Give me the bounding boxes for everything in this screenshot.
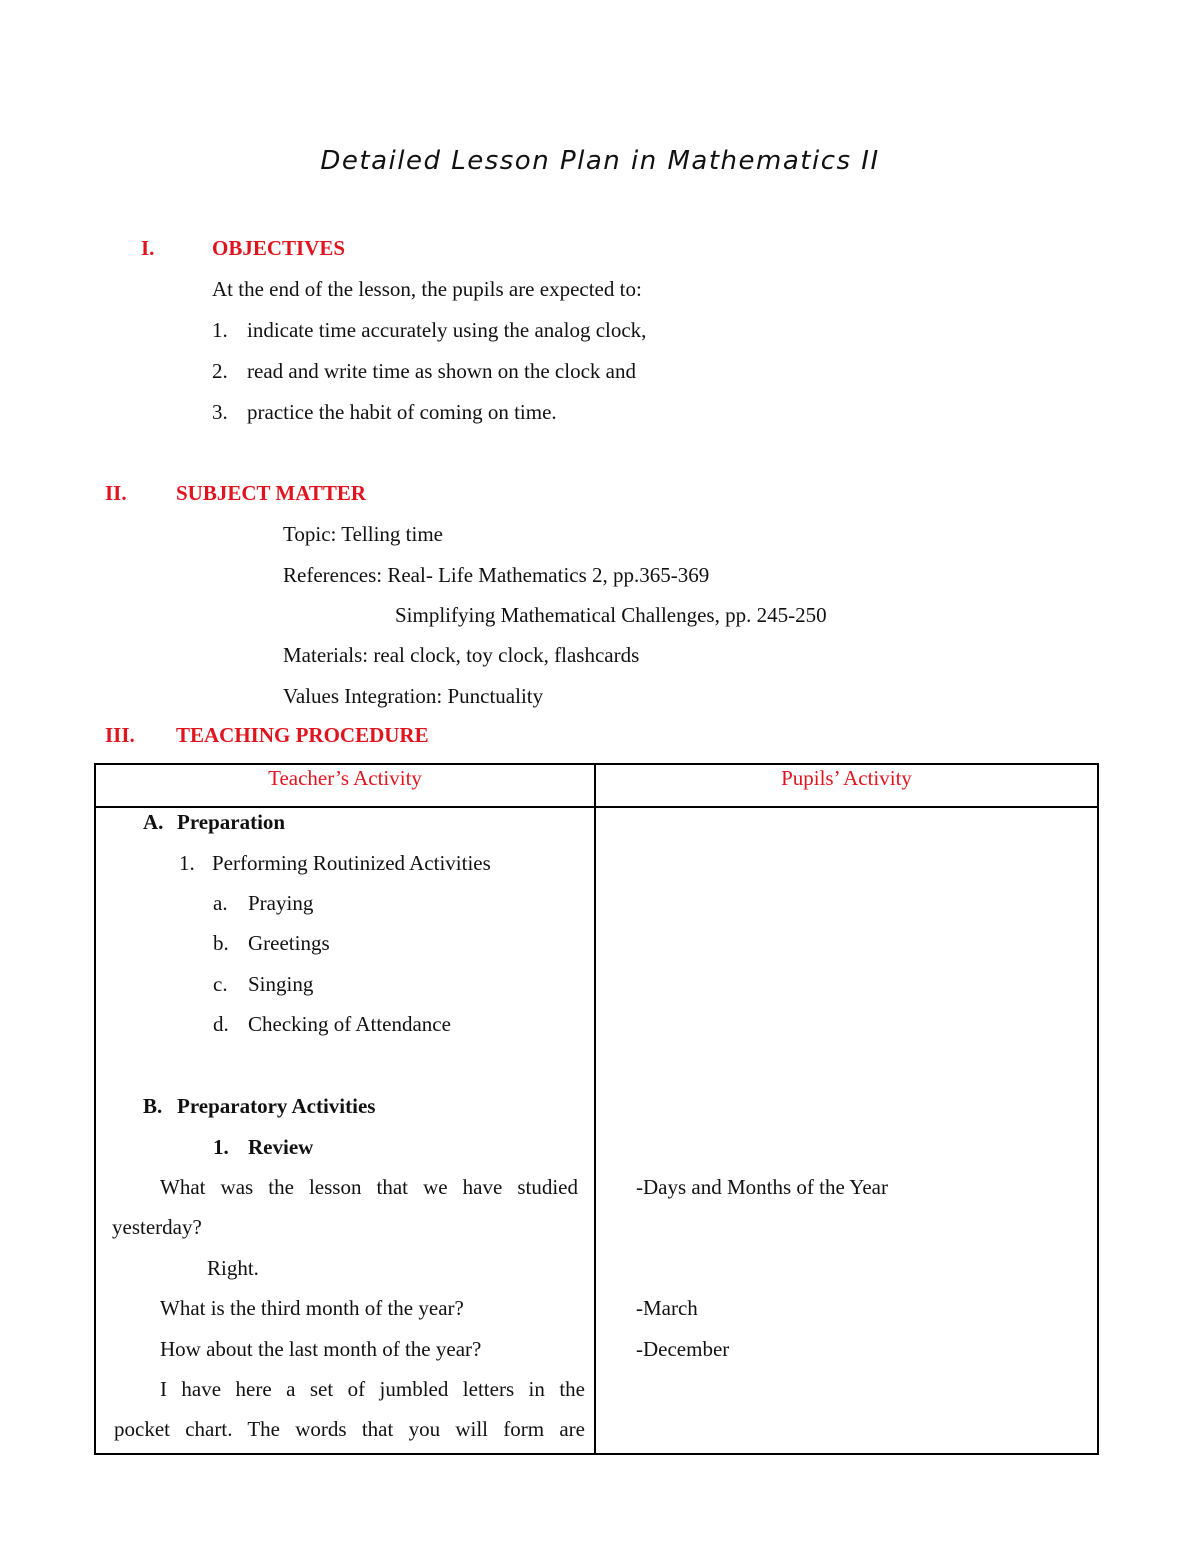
- references-line: References: Real- Life Mathematics 2, pp.365-369: [283, 563, 710, 587]
- teacher-question: How about the last month of the year?: [160, 1337, 482, 1361]
- subject-matter-heading: SUBJECT MATTER: [176, 481, 367, 505]
- objective-item: practice the habit of coming on time.: [247, 400, 557, 424]
- routine-number: 1.: [179, 851, 195, 875]
- objective-number: 2.: [212, 359, 228, 383]
- routine-item: Praying: [248, 891, 314, 915]
- teacher-question-continued: yesterday?: [112, 1215, 202, 1239]
- teacher-response: Right.: [207, 1256, 259, 1280]
- routine-item-letter: b.: [213, 931, 229, 955]
- pupils-activity-header: Pupils’ Activity: [781, 766, 912, 790]
- routine-item-letter: d.: [213, 1012, 229, 1036]
- pupil-answer: -March: [636, 1296, 698, 1320]
- preparation-letter: A.: [143, 810, 164, 834]
- references-line-2: Simplifying Mathematical Challenges, pp. 245-250: [395, 603, 827, 627]
- pupil-answer: -Days and Months of the Year: [636, 1175, 888, 1199]
- objective-number: 1.: [212, 318, 228, 342]
- objective-item: read and write time as shown on the clock and: [247, 359, 636, 383]
- procedure-heading: TEACHING PROCEDURE: [176, 723, 429, 747]
- topic-line: Topic: Telling time: [283, 522, 443, 546]
- routine-heading: Performing Routinized Activities: [212, 851, 491, 875]
- review-heading: Review: [248, 1135, 314, 1159]
- routine-item: Checking of Attendance: [248, 1012, 451, 1036]
- materials-line: Materials: real clock, toy clock, flashcards: [283, 643, 640, 667]
- preparation-heading: Preparation: [177, 810, 286, 834]
- pupil-answer: -December: [636, 1337, 730, 1361]
- procedure-numeral: III.: [105, 723, 135, 747]
- teacher-activity-header: Teacher’s Activity: [268, 766, 422, 790]
- preparatory-heading: Preparatory Activities: [177, 1094, 376, 1118]
- teacher-instruction-continued: pocket chart. The words that you will form are: [114, 1417, 585, 1441]
- values-integration-line: Values Integration: Punctuality: [283, 684, 544, 708]
- objectives-numeral: I.: [141, 236, 155, 260]
- routine-item-letter: a.: [213, 891, 228, 915]
- subject-matter-numeral: II.: [105, 481, 127, 505]
- table-column-divider: [594, 763, 596, 1455]
- objective-number: 3.: [212, 400, 228, 424]
- objectives-intro: At the end of the lesson, the pupils are expected to:: [212, 277, 642, 301]
- routine-item-letter: c.: [213, 972, 228, 996]
- review-number: 1.: [213, 1135, 229, 1159]
- table-header-divider: [94, 806, 1099, 808]
- objectives-heading: OBJECTIVES: [212, 236, 346, 260]
- objective-item: indicate time accurately using the analog clock,: [247, 318, 647, 342]
- routine-item: Singing: [248, 972, 314, 996]
- preparatory-letter: B.: [143, 1094, 163, 1118]
- teacher-question: What is the third month of the year?: [160, 1296, 464, 1320]
- document-title: Detailed Lesson Plan in Mathematics II: [320, 146, 880, 176]
- routine-item: Greetings: [248, 931, 330, 955]
- teacher-question: What was the lesson that we have studied: [160, 1175, 578, 1199]
- teacher-instruction: I have here a set of jumbled letters in the: [160, 1377, 585, 1401]
